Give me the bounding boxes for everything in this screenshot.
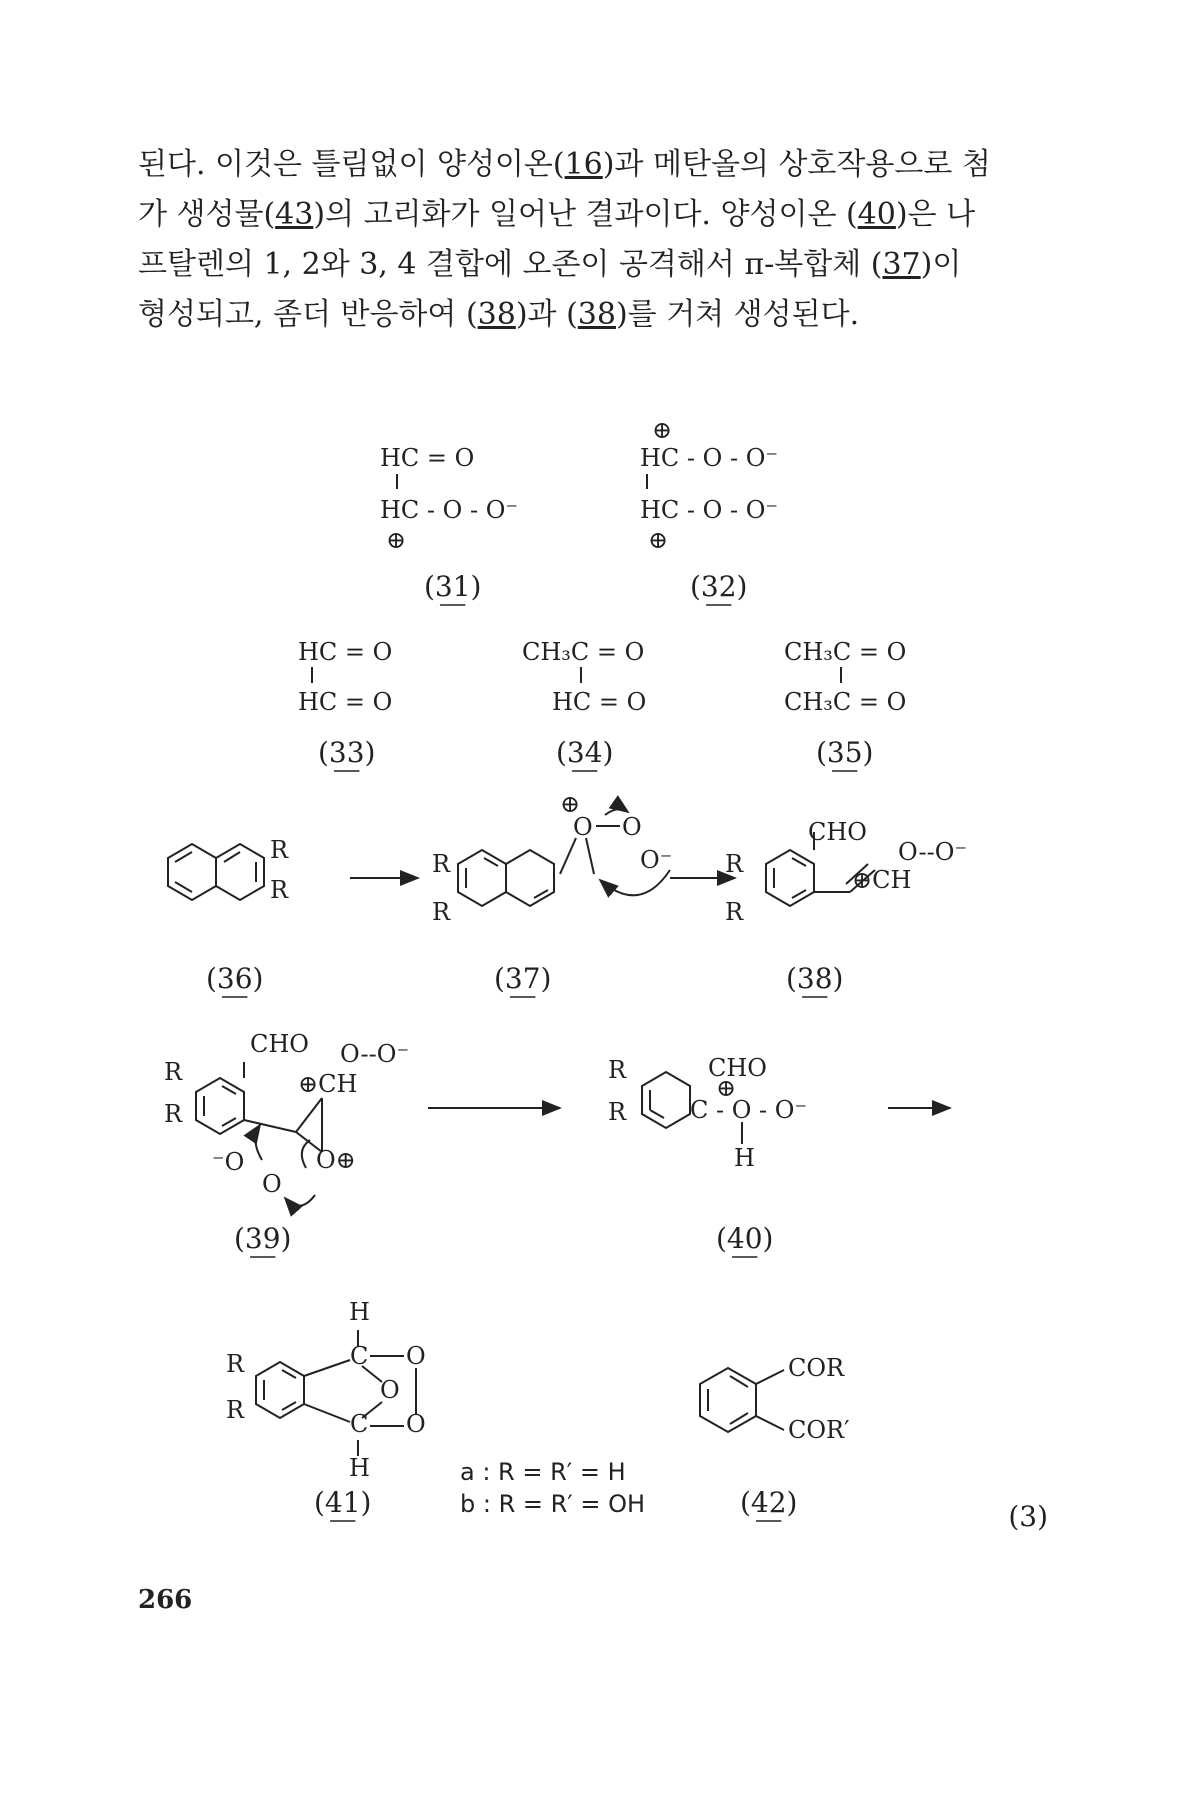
s34-line1: CH₃C = O bbox=[522, 638, 645, 666]
s31-label: (31) bbox=[424, 570, 482, 603]
text-segment: )과 메탄올의 상호작용으로 첨 bbox=[602, 147, 991, 182]
s37-o1: O bbox=[573, 813, 593, 841]
s42-label: (42) bbox=[740, 1486, 798, 1519]
compound-ref: 40 bbox=[857, 197, 896, 232]
s40-charge: ⊕ bbox=[716, 1074, 737, 1102]
s39-o-ring: O⊕ bbox=[316, 1146, 356, 1174]
equation-number: (3) bbox=[1008, 1500, 1048, 1533]
s40-label: (40) bbox=[716, 1222, 774, 1255]
s34-line2: HC = O bbox=[552, 688, 647, 716]
s37-o2: O bbox=[622, 813, 642, 841]
dicarbonyl-42 bbox=[700, 1368, 784, 1432]
s37-label: (37) bbox=[494, 962, 552, 995]
page-number: 266 bbox=[138, 1585, 193, 1615]
text-segment: )과 ( bbox=[515, 297, 578, 332]
s40-r2: R bbox=[608, 1098, 627, 1126]
s32-line2: HC - O - O⁻ bbox=[640, 496, 779, 524]
s41-o-top: O bbox=[406, 1342, 426, 1370]
s38-r1: R bbox=[725, 850, 744, 878]
s32-line1: HC - O - O⁻ bbox=[640, 444, 779, 472]
s41-r2: R bbox=[226, 1396, 245, 1424]
s39-o-bottom: ⁻O bbox=[212, 1148, 245, 1176]
s39-label: (39) bbox=[234, 1222, 292, 1255]
s36-r1: R bbox=[270, 836, 289, 864]
s41-h-bottom: H bbox=[349, 1454, 370, 1482]
s41-h-top: H bbox=[349, 1298, 370, 1326]
s36-r2: R bbox=[270, 876, 289, 904]
legend-b: b : R = R′ = OH bbox=[460, 1490, 646, 1518]
compound-ref: 37 bbox=[882, 247, 921, 282]
s40-chain: C - O - O⁻ bbox=[690, 1096, 808, 1124]
text-segment: 된다. 이것은 틀림없이 양성이온( bbox=[138, 147, 565, 182]
s32-charge-top: ⊕ bbox=[652, 416, 673, 444]
s35-line1: CH₃C = O bbox=[784, 638, 907, 666]
text-segment: )은 나 bbox=[895, 197, 976, 232]
s39-oo: O--O⁻ bbox=[340, 1040, 410, 1068]
s35-label: (35) bbox=[816, 736, 874, 769]
s31-line2: HC - O - O⁻ bbox=[380, 496, 519, 524]
s41-c-bottom: C bbox=[350, 1410, 369, 1438]
s38-r2: R bbox=[725, 898, 744, 926]
s41-c-top: C bbox=[350, 1342, 369, 1370]
s34-label: (34) bbox=[556, 736, 614, 769]
s38-cho: CHO bbox=[808, 818, 867, 846]
s32-label: (32) bbox=[690, 570, 748, 603]
s39-o-mid: O bbox=[262, 1170, 282, 1198]
s39-r1: R bbox=[164, 1058, 183, 1086]
s33-line2: HC = O bbox=[298, 688, 393, 716]
legend-a: a : R = R′ = H bbox=[460, 1458, 626, 1486]
text-segment: )의 고리화가 일어난 결과이다. 양성이온 ( bbox=[313, 197, 858, 232]
s37-r2: R bbox=[432, 898, 451, 926]
s33-line1: HC = O bbox=[298, 638, 393, 666]
s39-r2: R bbox=[164, 1100, 183, 1128]
s41-o-bottom: O bbox=[406, 1410, 426, 1438]
s37-o3: O⁻ bbox=[640, 846, 673, 874]
s42-cor1: COR bbox=[788, 1354, 845, 1382]
text-segment: )를 거쳐 생성된다. bbox=[615, 297, 860, 332]
s42-cor2: COR′ bbox=[788, 1416, 850, 1444]
text-segment: 프탈렌의 1, 2와 3, 4 결합에 오존이 공격해서 π-복합체 ( bbox=[138, 247, 883, 282]
s41-o-mid: O bbox=[380, 1376, 400, 1404]
s38-oo: O--O⁻ bbox=[898, 838, 968, 866]
s41-label: (41) bbox=[314, 1486, 372, 1519]
compound-ref: 38 bbox=[477, 297, 516, 332]
s38-label: (38) bbox=[786, 962, 844, 995]
text-segment: 가 생성물( bbox=[138, 197, 276, 232]
compound-ref: 43 bbox=[275, 197, 314, 232]
s36-label: (36) bbox=[206, 962, 264, 995]
compound-ref: 38 bbox=[577, 297, 616, 332]
text-segment: )이 bbox=[920, 247, 962, 282]
s40-cho: CHO bbox=[708, 1054, 767, 1082]
s39-cho: CHO bbox=[250, 1030, 309, 1058]
s31-charge: ⊕ bbox=[386, 526, 407, 554]
s37-r1: R bbox=[432, 850, 451, 878]
s32-charge-bottom: ⊕ bbox=[648, 526, 669, 554]
s37-charge: ⊕ bbox=[560, 790, 581, 818]
text-segment: 형성되고, 좀더 반응하여 ( bbox=[138, 297, 478, 332]
s31-line1: HC = O bbox=[380, 444, 475, 472]
s33-label: (33) bbox=[318, 736, 376, 769]
compound-ref: 16 bbox=[564, 147, 603, 182]
s35-line2: CH₃C = O bbox=[784, 688, 907, 716]
s40-r1: R bbox=[608, 1056, 627, 1084]
s38-ch: ⊕CH bbox=[852, 866, 912, 894]
s41-r1: R bbox=[226, 1350, 245, 1378]
naphthalene-36 bbox=[168, 844, 264, 900]
s39-ch: ⊕CH bbox=[298, 1070, 358, 1098]
s40-h: H bbox=[734, 1144, 755, 1172]
